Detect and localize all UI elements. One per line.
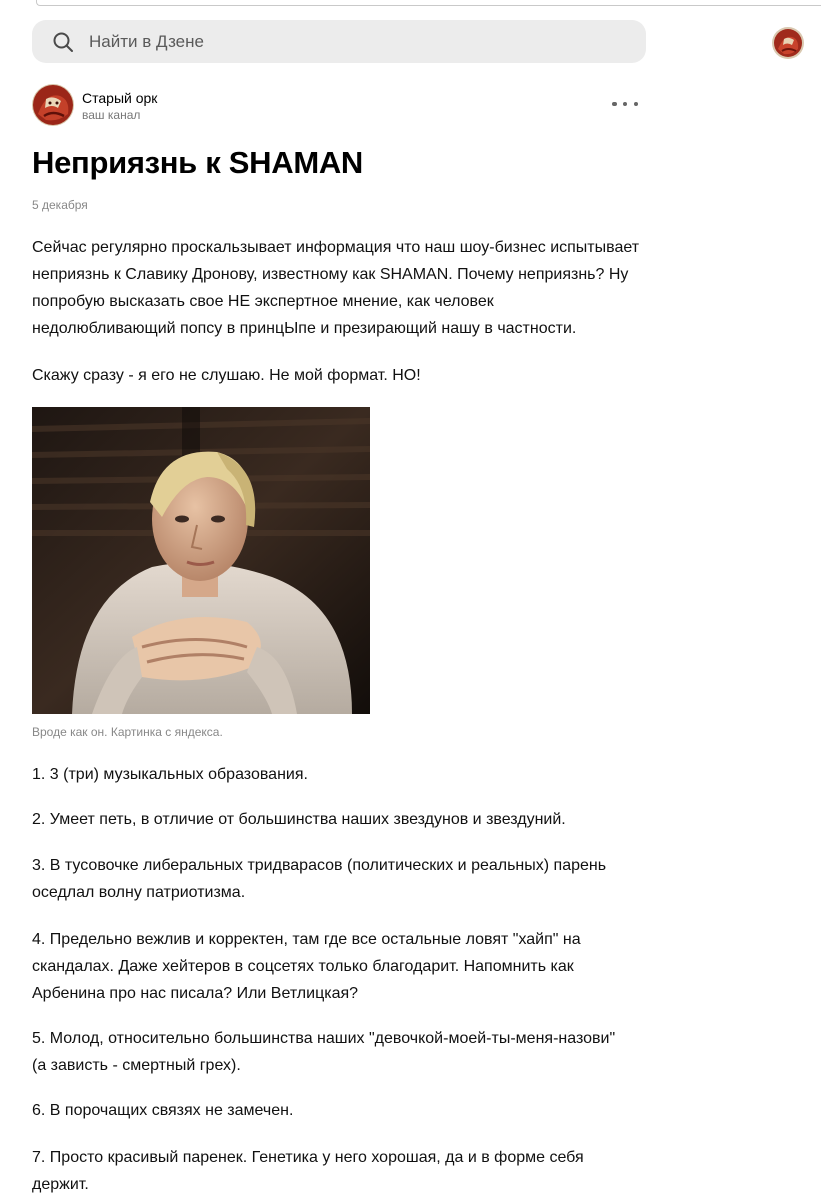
text-line: недолюбливающий попсу в принцЫпе и презирающий нашу в частности. <box>32 320 577 337</box>
article-date: 5 декабря <box>32 198 88 212</box>
list-item <box>32 852 652 906</box>
text-line: Сейчас регулярно проскальзывает информация что наш шоу-бизнес испытывает <box>32 239 640 256</box>
portrait-image <box>32 407 370 714</box>
text-line: 6. В порочащих связях не замечен. <box>32 1102 294 1119</box>
text-line: держит. <box>32 1176 89 1193</box>
text-line: неприязнь к Славику Дронову, известному как SHAMAN. Почему неприязнь? Ну <box>32 266 629 283</box>
channel-avatar-image <box>32 84 74 126</box>
text-line: 1. 3 (три) музыкальных образования. <box>32 766 308 783</box>
more-dots-icon[interactable] <box>612 96 638 112</box>
search-icon <box>52 31 74 53</box>
article-intro <box>32 234 652 342</box>
dot <box>634 102 639 107</box>
list-item <box>32 1097 652 1124</box>
text-line: 7. Просто красивый паренек. Генетика у него хорошая, да и в форме себя <box>32 1149 584 1166</box>
text-line: Арбенина про нас писала? Или Ветлицкая? <box>32 985 359 1002</box>
avatar-image <box>772 27 804 59</box>
list-item <box>32 806 652 833</box>
text-line: 5. Молод, относительно большинства наших "девочкой-моей-ты-меня-назови" <box>32 1030 616 1047</box>
text-line: 2. Умеет петь, в отличие от большинства наших звездунов и звездуний. <box>32 811 566 828</box>
article-statement: Скажу сразу - я его не слушаю. Не мой формат. НО! <box>32 367 421 384</box>
list-item <box>32 1144 652 1198</box>
dot <box>612 102 617 107</box>
browser-frame-edge <box>36 0 821 6</box>
article-photo[interactable] <box>32 407 370 714</box>
image-caption: Вроде как он. Картинка с яндекса. <box>32 725 223 739</box>
list-item <box>32 1025 652 1079</box>
text-line: 3. В тусовочке либеральных тридварасов (политических и реальных) парень <box>32 857 607 874</box>
text-line: скандалах. Даже хейтеров в соцсетях только благодарит. Напомнить как <box>32 958 574 975</box>
search-bar[interactable] <box>32 20 646 63</box>
text-line: попробую высказать свое НЕ экспертное мнение, как человек <box>32 293 494 310</box>
search-input[interactable]: Найти в Дзене <box>89 31 204 51</box>
dot <box>623 102 628 107</box>
text-line: оседлал волну патриотизма. <box>32 884 246 901</box>
channel-name[interactable]: Старый орк <box>82 89 158 106</box>
channel-avatar[interactable] <box>32 84 74 126</box>
text-line: (а зависть - смертный грех). <box>32 1057 241 1074</box>
channel-subtitle: ваш канал <box>82 107 141 122</box>
user-avatar[interactable] <box>772 27 804 59</box>
list-item <box>32 926 652 1007</box>
list-item <box>32 761 652 788</box>
text-line: 4. Предельно вежлив и корректен, там где все остальные ловят "хайп" на <box>32 931 581 948</box>
article-title: Неприязнь к SHAMAN <box>32 145 364 180</box>
channel-info[interactable] <box>32 83 157 127</box>
